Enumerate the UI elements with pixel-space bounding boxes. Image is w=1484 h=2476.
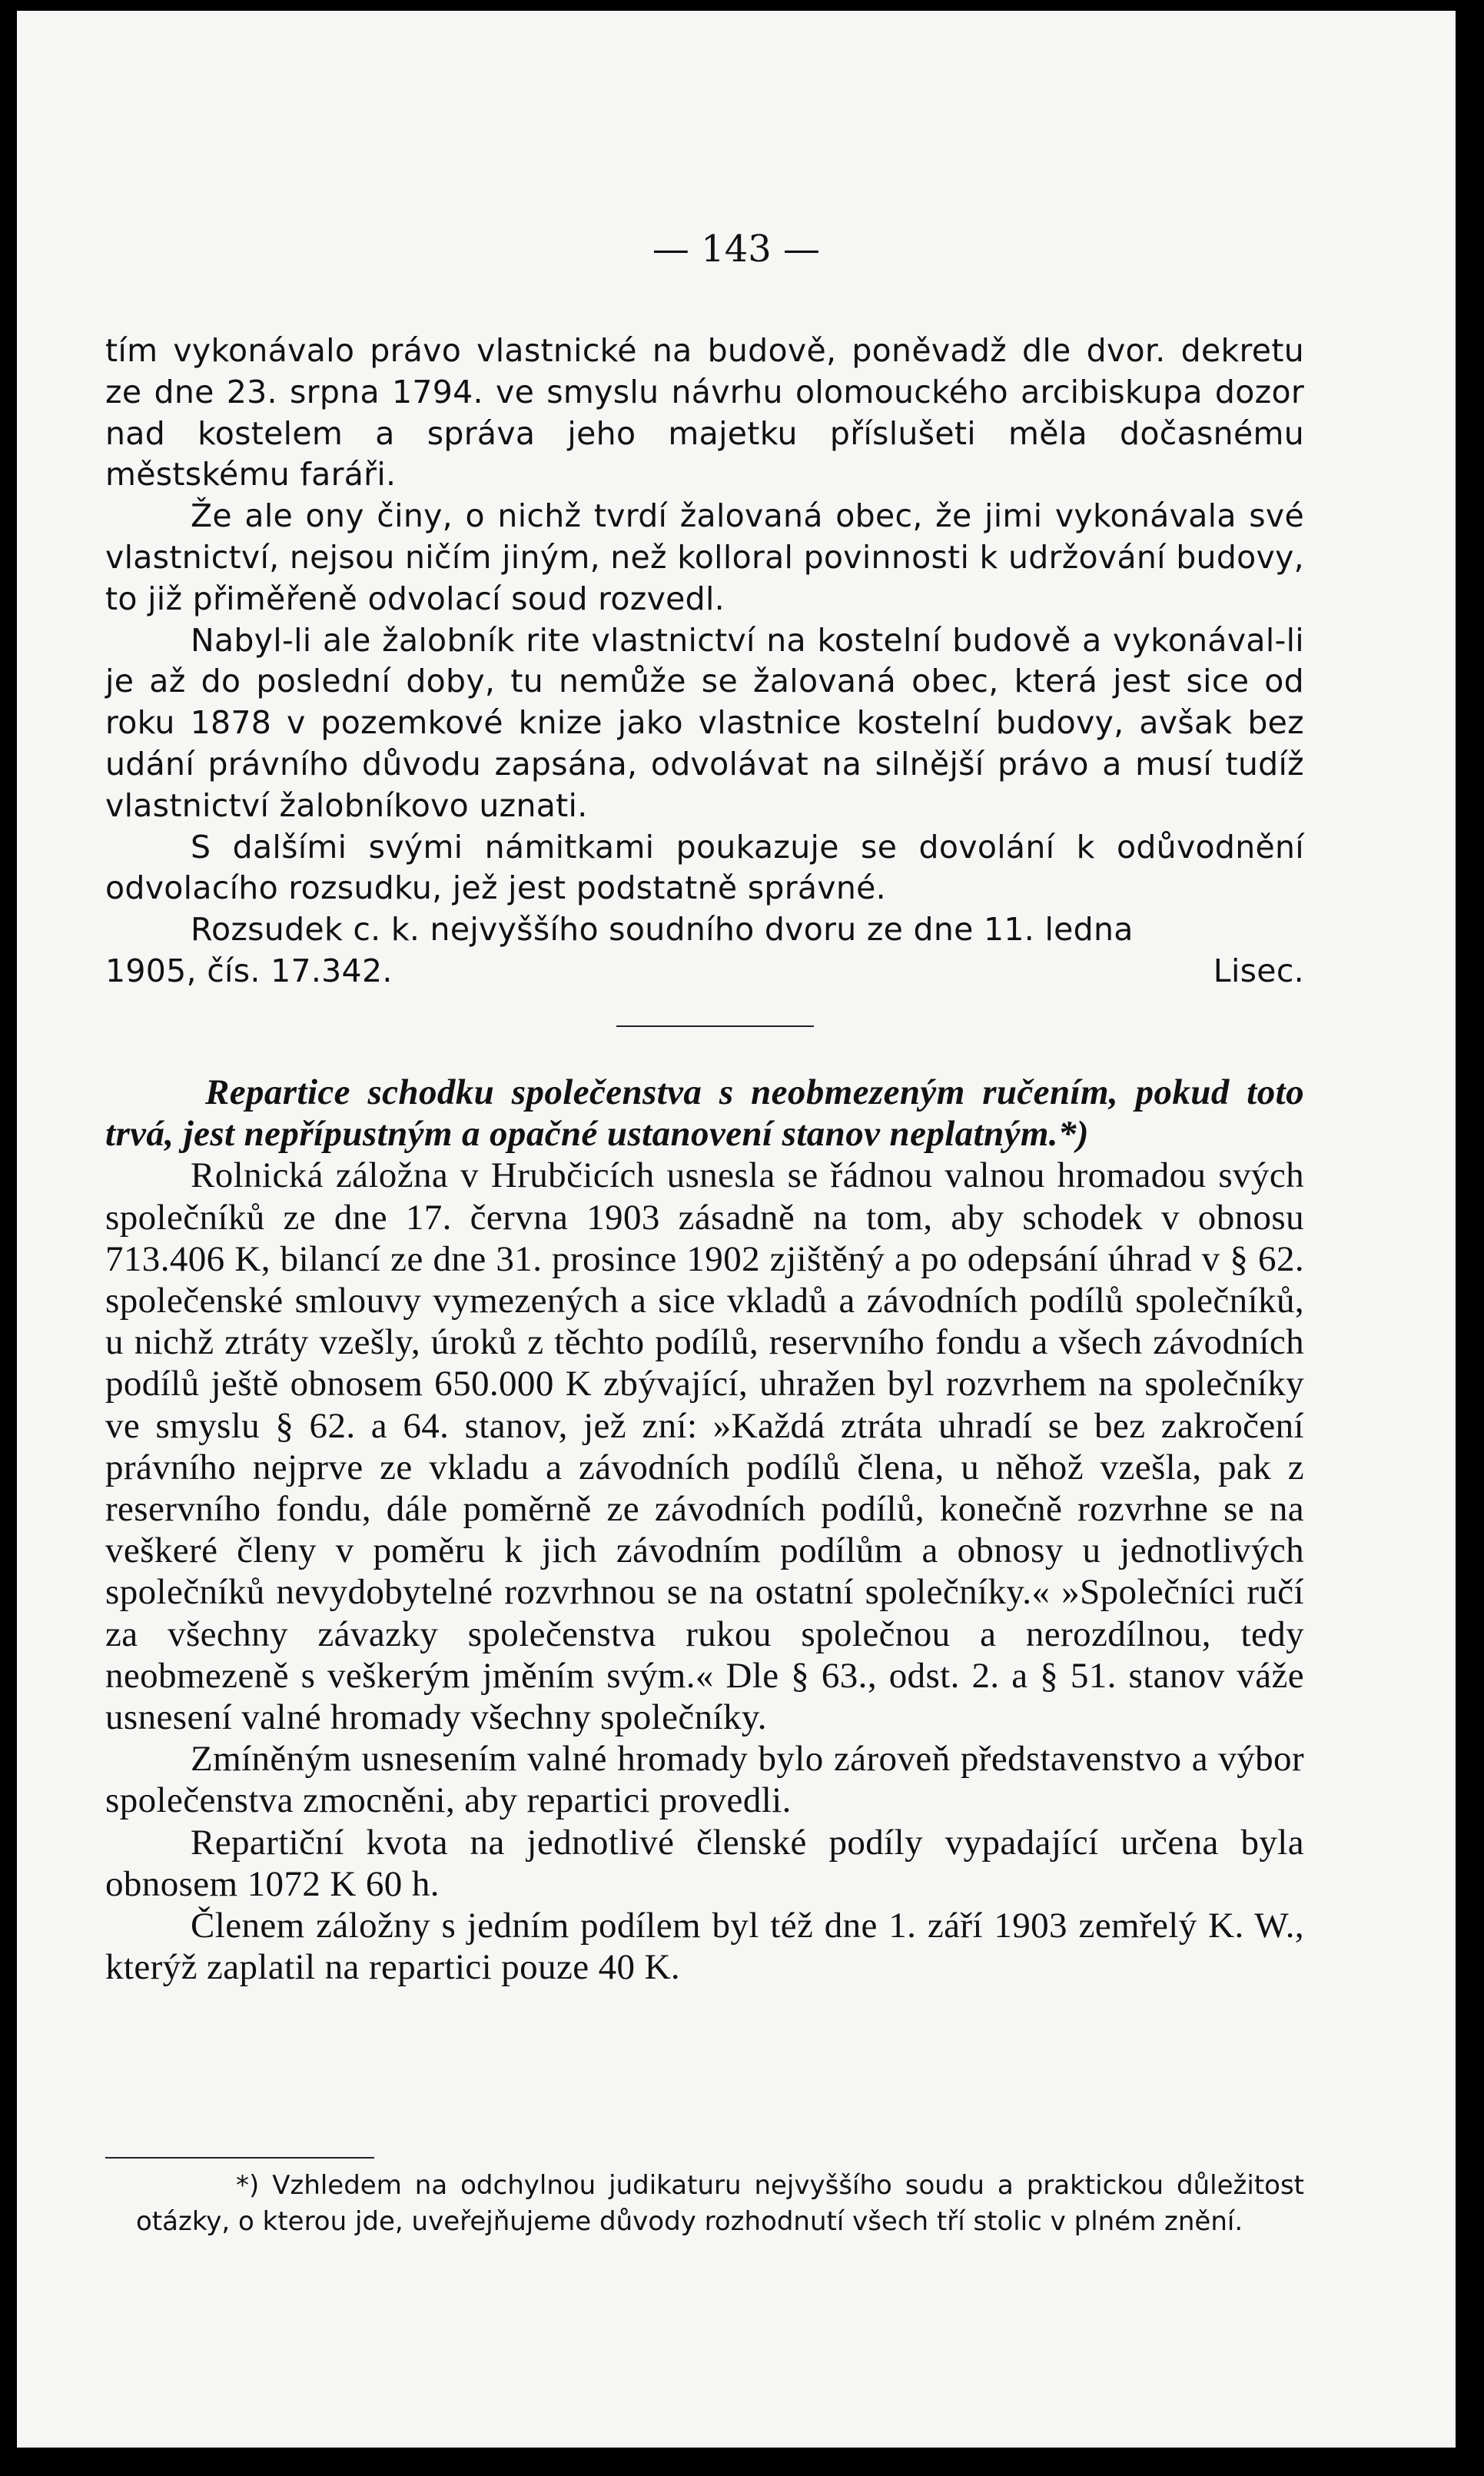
paragraph: S dalšími svými námitkami poukazuje se dovolání k odůvodnění odvolacího rozsudku, jež jest podstatně správné.: [105, 828, 1304, 907]
new-case-section: [105, 1072, 1304, 1988]
paragraph: Repartiční kvota na jednotlivé členské podíly vypadající určena byla obnosem 1072 K 60 h.: [105, 1822, 1304, 1904]
signature: Lisec.: [1213, 952, 1304, 989]
footnote: *) Vzhledem na odchylnou judikaturu nejvyššího soudu a praktickou důležitost otázky, o kterou jde, uveřejňujeme důvody rozhodnutí všech tří stolic v plném znění.: [136, 2170, 1304, 2237]
judgment-continuation: [105, 331, 1304, 992]
paragraph: Členem záložny s jedním podílem byl též dne 1. září 1903 zemřelý K. W., kterýž zaplatil na repartici pouze 40 K.: [105, 1906, 1304, 1988]
paragraph: tím vykonávalo právo vlastnické na budově, poněvadž dle dvor. dekretu ze dne 23. srpna 1794. ve smyslu návrhu olomouckého arcibiskupa dozor nad kostelem a správa jeho majetku příslušeti měla dočasnému městskému faráři.: [105, 332, 1304, 494]
paragraph: Rolnická záložna v Hrubčicích usnesla se řádnou valnou hromadou svých společníků ze dne 17. června 1903 zásadně na tom, aby schodek v obnosu 713.406 K, bilancí ze dne 31. prosince 1902 zjištěný a po odepsání úhrad v § 62. společenské smlouvy vymezených a sice vkladů a závodních podílů společníků, u nichž ztráty vzešly, úroků z těchto podílů, reservního fondu a všech závodních podílů ještě obnosem 650.000 K zbývající, uhražen byl rozvrhem na společníky ve smyslu § 62. a 64. stanov, jež zní: »Každá ztráta uhradí se bez zakročení právního nejprve ze vkladu a závodních podílů člena, u něhož vzešla, pak z reservního fondu, dále poměrně ze závodních podílů, konečně rozvrhne se na veškeré členy v poměru k jich závodním podílům a obnosy u jednotlivých společníků nevydobytelné rozvrhnou se na ostatní společníky.« »Společníci ručí za všechny závazky společenstva rukou společnou a nerozdílnou, tedy neobmezeně s veškerým jměním svým.« Dle § 63., odst. 2. a § 51. stanov váže usnesení valné hromady všechny společníky.: [105, 1155, 1304, 1738]
paragraph: Nabyl-li ale žalobník rite vlastnictví na kostelní budově a vykonával-li je až do poslední doby, tu nemůže se žalovaná obec, která jest sice od roku 1878 v pozemkové knize jako vlastnice kostelní budovy, avšak bez udání právního důvodu zapsána, odvolávat na silnější právo a musí tudíž vlastnictví žalobníkovo uznati.: [105, 621, 1304, 824]
decision-citation: Rozsudek c. k. nejvyššího soudního dvoru ze dne 11. ledna: [191, 911, 1134, 949]
paragraph: Že ale ony činy, o nichž tvrdí žalovaná obec, že jimi vykonávala své vlastnictví, nejsou ničím jiným, než kolloral povinnosti k udržování budovy, to již přiměřeně odvolací soud rozvedl.: [105, 497, 1304, 617]
book-page: [17, 11, 1456, 2448]
citation-signature-line: [105, 951, 1304, 992]
decision-number: 1905, čís. 17.342.: [105, 952, 393, 989]
paragraph: Zmíněným usnesením valné hromady bylo zároveň představenstvo a výbor společenstva zmocněni, aby repartici provedli.: [105, 1739, 1304, 1821]
footnote-divider: [105, 2157, 374, 2159]
section-divider: [616, 1025, 814, 1027]
page-number: — 143 —: [652, 228, 821, 271]
case-headline: Repartice schodku společenstva s neobmezeným ručením, pokud toto trvá, jest nepřípustným a opačné ustanovení stanov neplatným.*): [105, 1072, 1304, 1155]
